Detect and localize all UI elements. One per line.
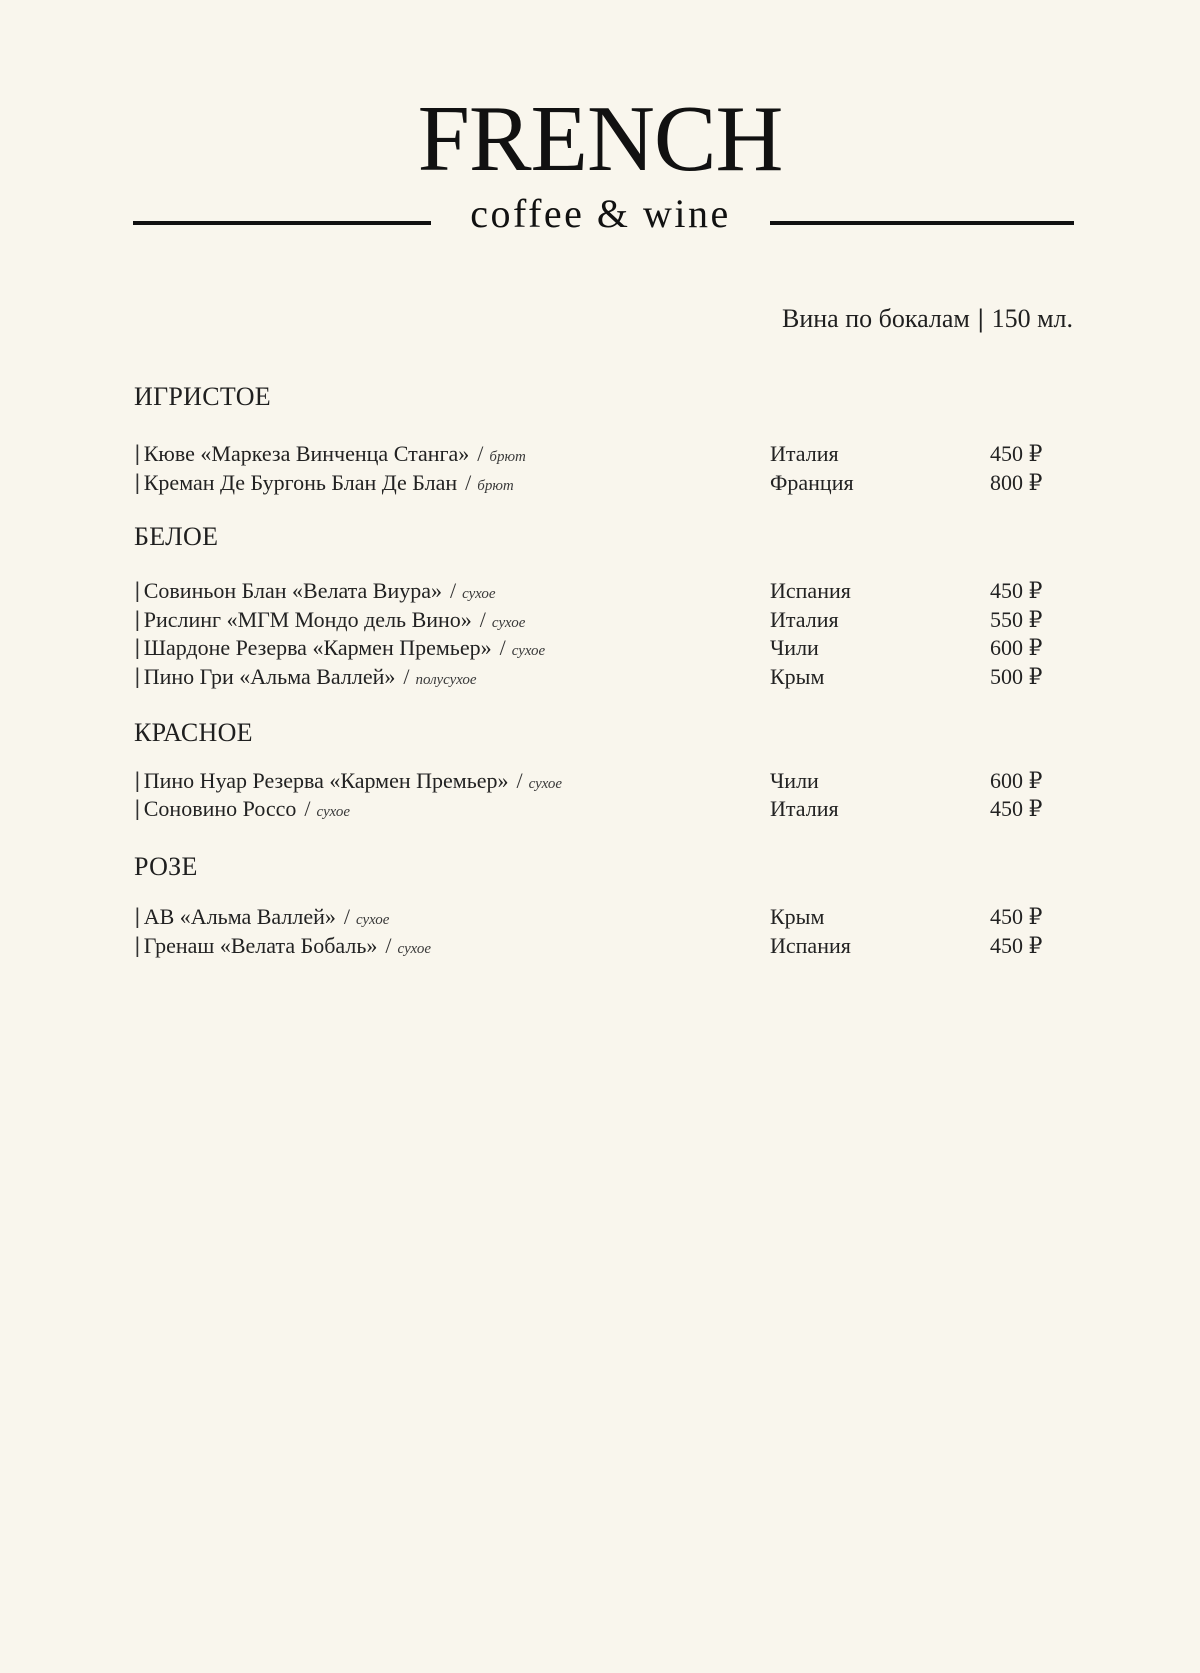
menu-row	[0, 634, 1200, 662]
wine-name: | Шардоне Резерва «Кармен Премьер» / сухое	[134, 635, 546, 660]
wine-country: Крым	[770, 664, 825, 689]
wine-style: сухое	[316, 804, 350, 820]
wine-price: 450 ₽	[990, 441, 1043, 466]
wine-style: сухое	[356, 912, 390, 928]
menu-row	[0, 440, 1200, 468]
section-title-white: БЕЛОЕ	[134, 522, 219, 551]
menu-row	[0, 932, 1200, 960]
wine-name: | Кюве «Маркеза Винченца Станга» / брют	[134, 441, 526, 466]
wine-price: 450 ₽	[990, 933, 1043, 958]
wine-name: | Рислинг «МГМ Мондо дель Вино» / сухое	[134, 607, 526, 632]
wine-country: Испания	[770, 578, 851, 603]
bar-divider: |	[134, 470, 141, 494]
wine-name: | Пино Гри «Альма Валлей» / полусухое	[134, 664, 477, 689]
wine-country: Италия	[770, 607, 839, 632]
wine-name: | Креман Де Бургонь Блан Де Блан / брют	[134, 470, 514, 495]
bar-divider: |	[134, 768, 141, 792]
menu-row	[0, 663, 1200, 691]
wine-name: | Соновино Россо / сухое	[134, 796, 350, 821]
wine-country: Чили	[770, 768, 819, 793]
menu-header	[782, 306, 1073, 332]
brand-subtitle: coffee & wine	[470, 191, 731, 236]
section-title-rose: РОЗЕ	[134, 852, 198, 881]
bar-divider: |	[134, 441, 141, 465]
wine-style: полусухое	[415, 672, 477, 688]
wine-style: сухое	[511, 643, 546, 659]
bar-divider: |	[134, 664, 141, 688]
wine-name: | АВ «Альма Валлей» / сухое	[134, 904, 390, 929]
menu-row	[0, 469, 1200, 497]
wine-country: Чили	[770, 635, 819, 660]
wine-country: Франция	[770, 470, 854, 495]
wine-country: Италия	[770, 796, 839, 821]
wine-style: сухое	[491, 615, 526, 631]
menu-row	[0, 903, 1200, 931]
wine-name: | Пино Нуар Резерва «Кармен Премьер» / сухое	[134, 768, 563, 793]
menu-header-label: Вина по бокалам	[782, 304, 970, 333]
wine-country: Крым	[770, 904, 825, 929]
section-title-sparkling: ИГРИСТОЕ	[134, 382, 271, 411]
wine-style: сухое	[528, 776, 563, 792]
menu-header-volume: 150 мл.	[991, 304, 1073, 333]
brand-rule-left	[133, 221, 431, 225]
menu-row	[0, 767, 1200, 795]
wine-price: 800 ₽	[990, 470, 1043, 495]
wine-price: 600 ₽	[990, 635, 1043, 660]
wine-name: | Гренаш «Велата Бобаль» / сухое	[134, 933, 431, 958]
bar-divider: |	[134, 607, 141, 631]
menu-row	[0, 795, 1200, 823]
menu-row	[0, 606, 1200, 634]
menu-row	[0, 577, 1200, 605]
wine-country: Италия	[770, 441, 839, 466]
brand-title: FRENCH	[417, 87, 783, 191]
wine-price: 450 ₽	[990, 578, 1043, 603]
brand-rule-right	[770, 221, 1074, 225]
wine-price: 450 ₽	[990, 796, 1043, 821]
bar-divider: |	[134, 796, 141, 820]
wine-name: | Совиньон Блан «Велата Виура» / сухое	[134, 578, 496, 603]
wine-price: 500 ₽	[990, 664, 1043, 689]
wine-country: Испания	[770, 933, 851, 958]
wine-style: брют	[477, 478, 514, 494]
bar-divider: |	[134, 933, 141, 957]
wine-price: 550 ₽	[990, 607, 1043, 632]
bar-divider: |	[134, 904, 141, 928]
menu-header-separator: |	[977, 304, 984, 333]
wine-style: сухое	[397, 941, 431, 957]
bar-divider: |	[134, 578, 141, 602]
wine-style: сухое	[462, 586, 496, 602]
wine-price: 450 ₽	[990, 904, 1043, 929]
wine-style: брют	[489, 449, 526, 465]
section-title-red: КРАСНОЕ	[134, 718, 253, 747]
wine-price: 600 ₽	[990, 768, 1043, 793]
bar-divider: |	[134, 635, 141, 659]
